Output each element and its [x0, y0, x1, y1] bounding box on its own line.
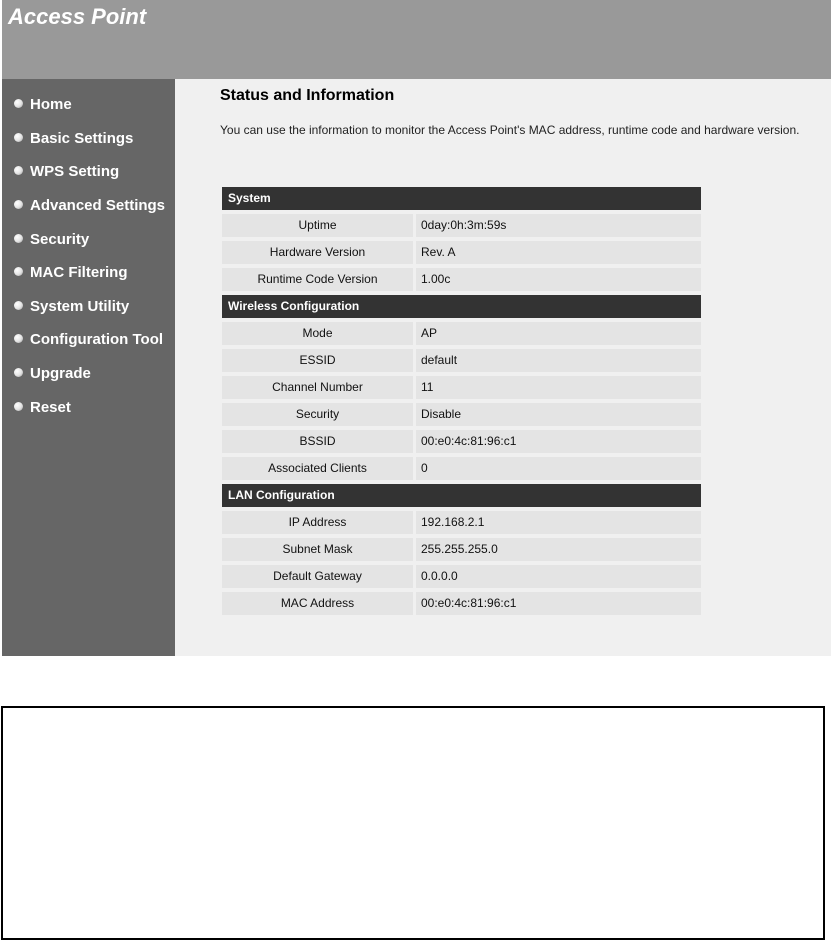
row-label: BSSID [222, 430, 413, 453]
sidebar-item-reset[interactable] [14, 399, 71, 416]
table-row [222, 376, 701, 399]
sidebar-item-home[interactable] [14, 96, 72, 113]
row-label: Associated Clients [222, 457, 413, 480]
row-value: 00:e0:4c:81:96:c1 [416, 592, 701, 615]
table-row [222, 403, 701, 426]
sidebar-item-label: Upgrade [30, 365, 91, 382]
sidebar-item-wps-setting[interactable] [14, 163, 119, 180]
sidebar-item-advanced-settings[interactable] [14, 197, 165, 214]
row-label: Channel Number [222, 376, 413, 399]
sidebar-item-security[interactable] [14, 231, 89, 248]
sidebar-item-mac-filtering[interactable] [14, 264, 128, 281]
row-value: 1.00c [416, 268, 701, 291]
sidebar-item-label: Home [30, 96, 72, 113]
row-label: IP Address [222, 511, 413, 534]
sidebar-item-configuration-tool[interactable] [14, 331, 163, 348]
table-row [222, 268, 701, 291]
bullet-icon [14, 402, 23, 411]
row-value: default [416, 349, 701, 372]
bullet-icon [14, 368, 23, 377]
row-label: Subnet Mask [222, 538, 413, 561]
sidebar-item-label: System Utility [30, 298, 130, 315]
sidebar-item-upgrade[interactable] [14, 365, 91, 382]
section-header-lan: LAN Configuration [222, 484, 701, 507]
bullet-icon [14, 267, 23, 276]
table-row [222, 538, 701, 561]
sidebar-item-label: Configuration Tool [30, 331, 164, 348]
row-value: 0day:0h:3m:59s [416, 214, 701, 237]
header-bar [2, 0, 831, 79]
row-value: 0 [416, 457, 701, 480]
table-row [222, 511, 701, 534]
row-label: Hardware Version [222, 241, 413, 264]
table-row [222, 457, 701, 480]
table-row [222, 565, 701, 588]
main-content [175, 79, 831, 656]
table-row [222, 322, 701, 345]
table-row [222, 430, 701, 453]
row-value: 11 [416, 376, 701, 399]
bullet-icon [14, 99, 23, 108]
table-row [222, 349, 701, 372]
row-value: 192.168.2.1 [416, 511, 701, 534]
table-row [222, 592, 701, 615]
bullet-icon [14, 166, 23, 175]
page-description: You can use the information to monitor the Access Point's MAC address, runtime code and hardware version. [220, 123, 800, 137]
status-table [222, 187, 701, 619]
sidebar-item-label: Advanced Settings [30, 197, 166, 214]
row-label: Default Gateway [222, 565, 413, 588]
row-value: 0.0.0.0 [416, 565, 701, 588]
row-label: Mode [222, 322, 413, 345]
sidebar-item-label: Reset [30, 399, 71, 416]
bullet-icon [14, 334, 23, 343]
sidebar [2, 79, 175, 656]
sidebar-item-label: Security [30, 231, 90, 248]
page-title: Status and Information [220, 87, 395, 104]
bullet-icon [14, 200, 23, 209]
table-row [222, 241, 701, 264]
sidebar-item-label: Basic Settings [30, 130, 134, 147]
sidebar-item-basic-settings[interactable] [14, 130, 133, 147]
sidebar-item-label: MAC Filtering [30, 264, 128, 281]
row-value: AP [416, 322, 701, 345]
row-label: Security [222, 403, 413, 426]
row-value: Disable [416, 403, 701, 426]
sidebar-item-label: WPS Setting [30, 163, 120, 180]
bullet-icon [14, 133, 23, 142]
row-value: Rev. A [416, 241, 701, 264]
row-value: 00:e0:4c:81:96:c1 [416, 430, 701, 453]
section-header-system: System [222, 187, 701, 210]
row-value: 255.255.255.0 [416, 538, 701, 561]
row-label: Runtime Code Version [222, 268, 413, 291]
bullet-icon [14, 234, 23, 243]
app-title: Access Point [8, 4, 147, 29]
row-label: MAC Address [222, 592, 413, 615]
bullet-icon [14, 301, 23, 310]
section-header-wireless: Wireless Configuration [222, 295, 701, 318]
sidebar-item-system-utility[interactable] [14, 298, 129, 315]
empty-bordered-box [1, 706, 825, 940]
row-label: Uptime [222, 214, 413, 237]
table-row [222, 214, 701, 237]
row-label: ESSID [222, 349, 413, 372]
